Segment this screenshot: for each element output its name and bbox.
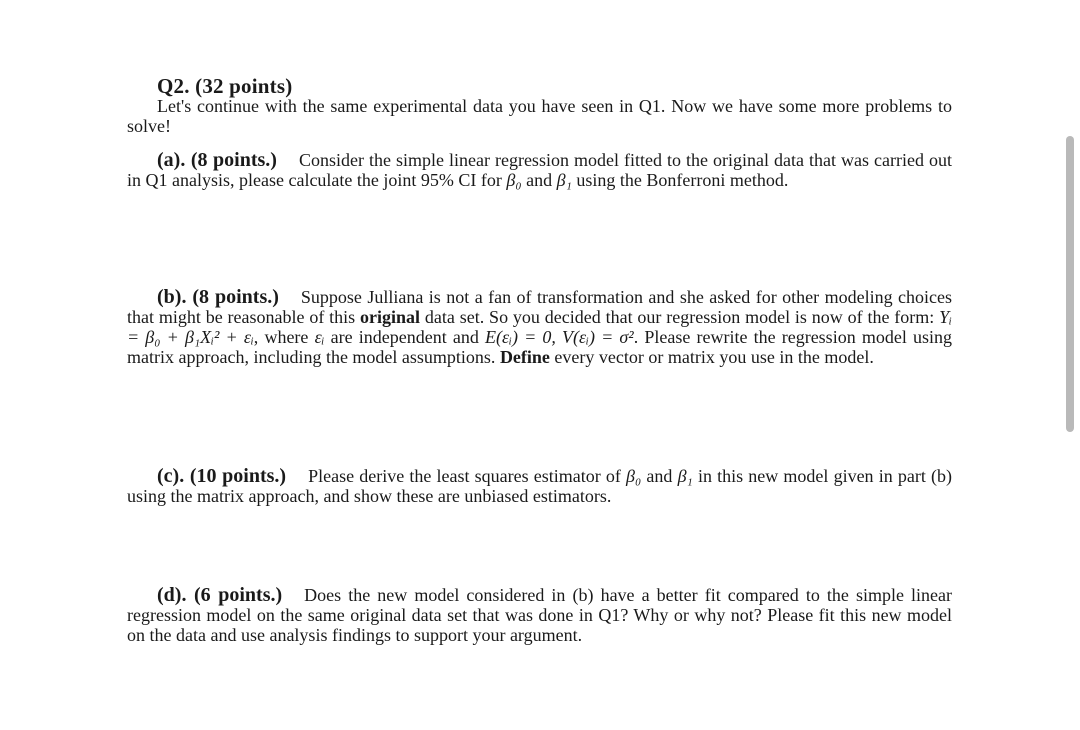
part-c-beta0: β₀ bbox=[626, 466, 642, 486]
part-a-text-3: using the Bonferroni method. bbox=[571, 170, 789, 190]
part-b bbox=[127, 287, 952, 367]
part-a-text-2: and bbox=[521, 170, 557, 190]
part-c-text-1: Please derive the least squares estimator of bbox=[308, 466, 627, 486]
part-b-text-1: Suppose Julliana is not a fan of transformation and she asked for other modeling choices that might be reasonable of this bbox=[127, 287, 952, 327]
part-d-label: (d). (6 points.) bbox=[157, 584, 283, 606]
part-b-bold-original: original bbox=[360, 307, 421, 327]
part-c-beta1: β₁ bbox=[677, 466, 693, 486]
part-a-beta0: β₀ bbox=[506, 170, 522, 190]
part-c bbox=[127, 466, 952, 506]
part-b-text-5: . Please rewrite the regression model using matrix approach, including the model assumptions. bbox=[127, 327, 952, 367]
part-c-text-2: and bbox=[641, 466, 678, 486]
intro-text: Let's continue with the same experimental data you have seen in Q1. Now we have some more problems to solve! bbox=[127, 96, 952, 136]
part-c-label: (c). (10 points.) bbox=[157, 465, 287, 487]
question-intro bbox=[127, 96, 952, 136]
part-c-text-3: in this new model given in part (b) using the matrix approach, and show these are unbiased estimators. bbox=[127, 466, 952, 506]
part-b-text-2: data set. So you decided that our regression model is now of the form: bbox=[420, 307, 940, 327]
part-d bbox=[127, 585, 952, 645]
vertical-scrollbar[interactable] bbox=[1066, 136, 1074, 432]
part-b-equation: Yᵢ = β₀ + β₁Xᵢ² + εᵢ bbox=[127, 307, 952, 347]
part-a bbox=[127, 150, 952, 190]
part-b-text-3: , where bbox=[253, 327, 315, 347]
part-b-bold-define: Define bbox=[499, 347, 550, 367]
part-a-text-1: Consider the simple linear regression model fitted to the original data that was carried out in Q1 analysis, please calculate the joint 95% CI for bbox=[127, 150, 953, 190]
part-a-beta1: β₁ bbox=[556, 170, 572, 190]
part-b-epsilon: εᵢ bbox=[314, 327, 325, 347]
question-title: Q2. (32 points) bbox=[157, 74, 293, 98]
part-a-label: (a). (8 points.) bbox=[157, 149, 277, 171]
part-b-assumptions: E(εᵢ) = 0, V(εᵢ) = σ² bbox=[485, 327, 634, 347]
part-b-text-6: every vector or matrix you use in the model. bbox=[549, 347, 874, 367]
part-b-label: (b). (8 points.) bbox=[157, 286, 279, 308]
part-b-text-4: are independent and bbox=[324, 327, 486, 347]
part-d-text-1: Does the new model considered in (b) have a better fit compared to the simple linear regression model on the same original data set that was done in Q1? Why or why not? Please fit this new model on the data and use analysis findings to support your argument. bbox=[127, 585, 952, 645]
